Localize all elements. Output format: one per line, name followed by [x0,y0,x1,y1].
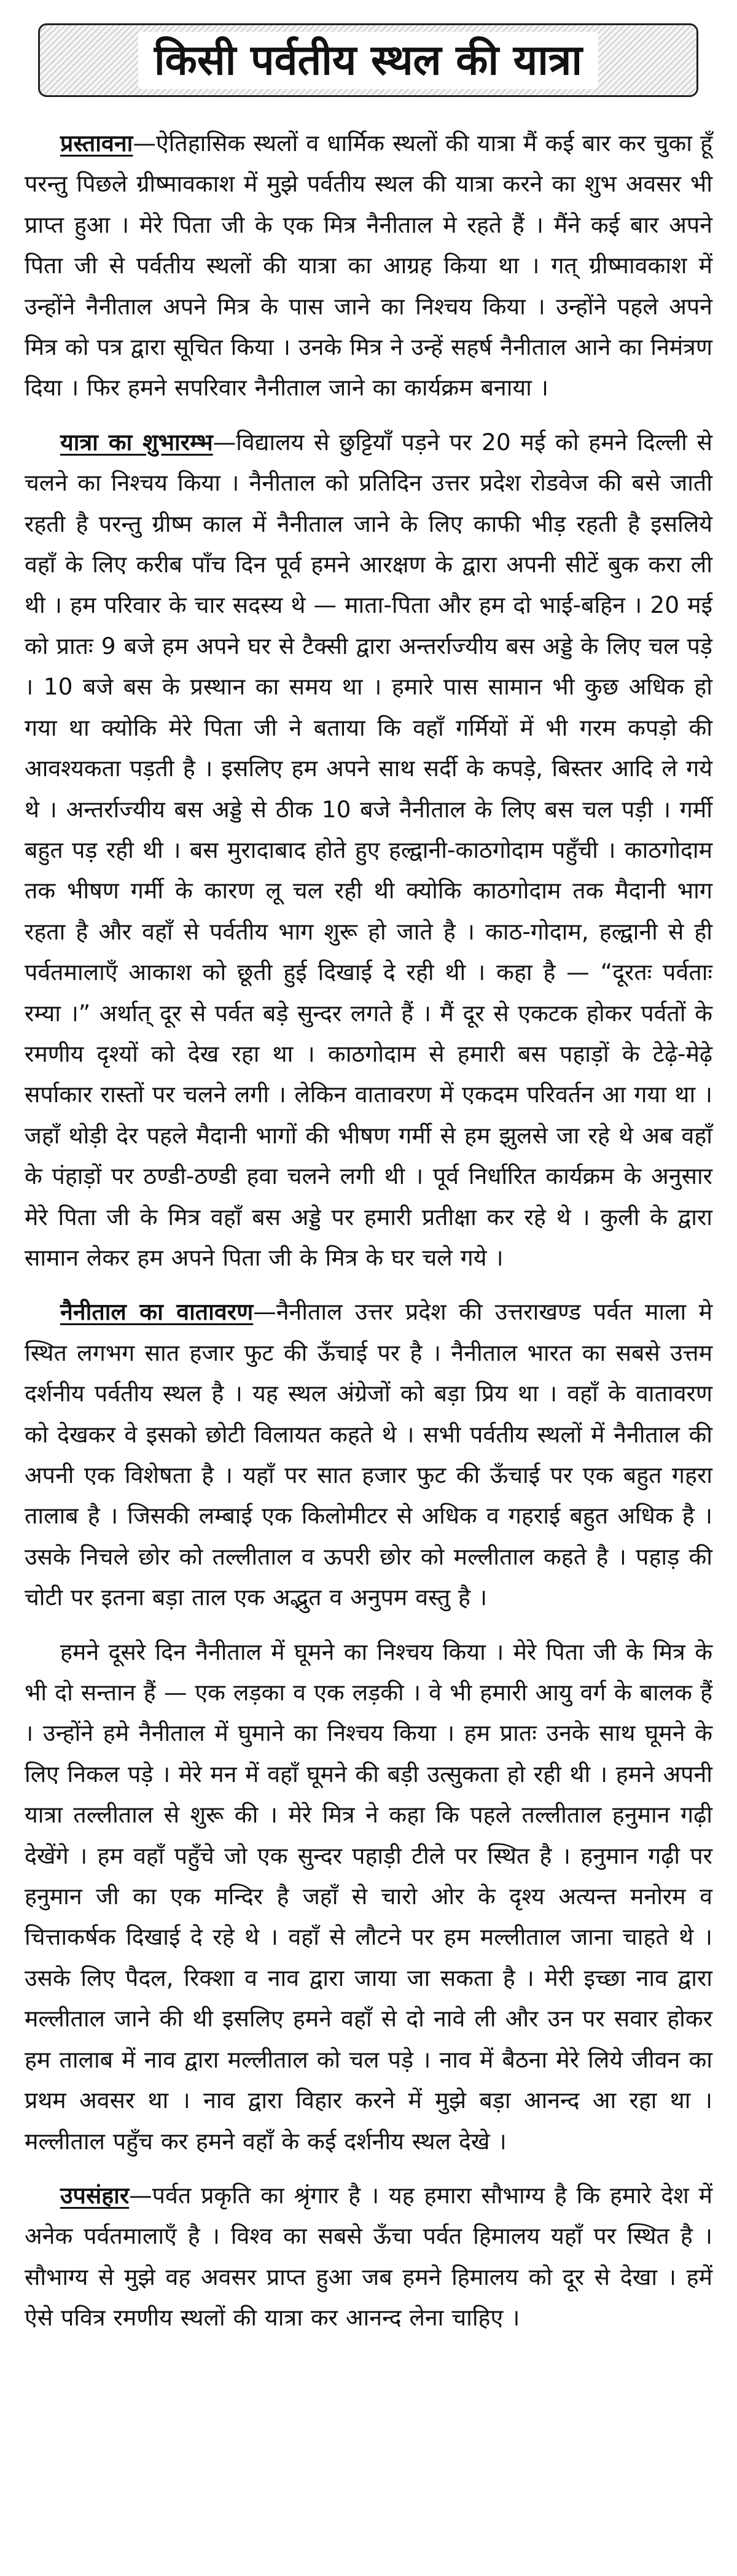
section-heading-journey-start: यात्रा का शुभारम्भ [60,428,213,456]
essay-body [25,123,712,2352]
paragraph-conclusion [25,2175,712,2338]
section-heading-conclusion: उपसंहार [60,2181,130,2209]
page-title: किसी पर्वतीय स्थल की यात्रा [138,32,598,89]
paragraph-text: हमने दूसरे दिन नैनीताल में घूमने का निश्चय किया । मेरे पिता जी के मित्र के भी दो सन्तान हैं — एक लड़का व एक लड़की । वे भी हमारी आयु वर्ग के बालक हैं । उन्होंने हमे नैनीताल में घुमाने का निश्चय किया । हम प्रातः उनके साथ घूमने के लिए निकल पड़े । मेरे मन में वहाँ घूमने की बड़ी उत्सुकता हो रही थी । हमने अपनी यात्रा तल्लीताल से शुरू की । मेरे मित्र ने कहा कि पहले तल्लीताल हनुमान गढ़ी देखेंगे । हम वहाँ पहुँचे जो एक सुन्दर पहाड़ी टीले पर स्थित है । हनुमान गढ़ी पर हनुमान जी का एक मन्दिर है जहाँ से चारो ओर के दृश्य अत्यन्त मनोरम व चित्ताकर्षक दिखाई दे रहे थे । वहाँ से लौटने पर हम मल्लीताल जाना चाहते थे । उसके लिए पैदल, रिक्शा व नाव द्वारा जाया जा सकता है । मेरी इच्छा नाव द्वारा मल्लीताल जाने की थी इसलिए हमने वहाँ से दो नावे ली और उन पर सवार होकर हम तालाब में नाव द्वारा मल्लीताल को चल पड़े । नाव में बैठना मेरे लिये जीवन का प्रथम अवसर था । नाव द्वारा विहार करने में मुझे बड़ा आनन्द आ रहा था । मल्लीताल पहुँच कर हमने वहाँ के कई दर्शनीय स्थल देखे । [25,1638,712,2155]
paragraph-text: —विद्यालय से छुट्टियाँ पड़ने पर 20 मई को हमने दिल्ली से चलने का निश्चय किया । नैनीताल को प्रतिदिन उत्तर प्रदेश रोडवेज की बसे जाती रहती है परन्तु ग्रीष्म काल में नैनीताल जाने के लिए काफी भीड़ रहती है इसलिये वहाँ के लिए करीब पाँच दिन पूर्व हमने आरक्षण के द्वारा अपनी सीटें बुक करा ली थी । हम परिवार के चार सदस्य थे — माता-पिता और हम दो भाई-बहिन । 20 मई को प्रातः 9 बजे हम अपने घर से टैक्सी द्वारा अन्तर्राज्यीय बस अड्डे के लिए चल पड़े । 10 बजे बस के प्रस्थान का समय था । हमारे पास सामान भी कुछ अधिक हो गया था क्योकि मेरे पिता जी ने बताया कि वहाँ गर्मियों में भी गरम कपड़ो की आवश्यकता पड़ती है । इसलिए हम अपने साथ सर्दी के कपड़े, बिस्तर आदि ले गये थे । अन्तर्राज्यीय बस अड्डे से ठीक 10 बजे नैनीताल के लिए बस चल पड़ी । गर्मी बहुत पड़ रही थी । बस मुरादाबाद होते हुए हल्द्वानी-काठगोदाम पहुँची । काठगोदाम तक भीषण गर्मी के कारण लू चल रही थी क्योकि काठगोदाम तक मैदानी भाग रहता है और वहाँ से पर्वतीय भाग शुरू हो जाते है । काठ-गोदाम, हल्द्वानी से ही पर्वतमालाएँ आकाश को छूती हुई दिखाई दे रही थी । कहा है — “दूरतः पर्वताः रम्या ।” अर्थात् दूर से पर्वत बड़े सुन्दर लगते हैं । मैं दूर से एकटक होकर पर्वतों के रमणीय दृश्यों को देख रहा था । काठगोदाम से हमारी बस पहाड़ों के टेढ़े-मेढ़े सर्पाकार रास्तों पर चलने लगी । लेकिन वातावरण में एकदम परिवर्तन आ गया था । जहाँ थोड़ी देर पहले मैदानी भागों की भीषण गर्मी से हम झुलसे जा रहे थे अब वहाँ के पंहाड़ों पर ठण्डी-ठण्डी हवा चलने लगी थी । पूर्व निर्धारित कार्यक्रम के अनुसार मेरे पिता जी के मित्र वहाँ बस अड्डे पर हमारी प्रतीक्षा कर रहे थे । कुली के द्वारा सामान लेकर हम अपने पिता जी के मित्र के घर चले गये । [25,428,712,1271]
paragraph-nainital-environment [25,1291,712,1617]
paragraph-text: —ऐतिहासिक स्थलों व धार्मिक स्थलों की यात्रा मैं कई बार कर चुका हूँ परन्तु पिछले ग्रीष्मावकाश में मुझे पर्वतीय स्थल की यात्रा करने का शुभ अवसर भी प्राप्त हुआ । मेरे पिता जी के एक मित्र नैनीताल मे रहते हैं । मैंने कई बार अपने पिता जी से पर्वतीय स्थलों की यात्रा का आग्रह किया था । गत् ग्रीष्मावकाश में उन्होंने नैनीताल अपने मित्र के पास जाने का निश्चय किया । उन्होंने पहले अपने मित्र को पत्र द्वारा सूचित किया । उनके मित्र ने उन्हें सहर्ष नैनीताल आने का निमंत्रण दिया । फिर हमने सपरिवार नैनीताल जाने का कार्यक्रम बनाया । [25,130,712,402]
title-banner [38,23,698,97]
paragraph-text: —पर्वत प्रकृति का श्रृंगार है । यह हमारा सौभाग्य है कि हमारे देश में अनेक पर्वतमालाएँ है । विश्व का सबसे ऊँचा पर्वत हिमालय यहाँ पर स्थित है । सौभाग्य से मुझे वह अवसर प्राप्त हुआ जब हमने हिमालय को दूर से देखा । हमें ऐसे पवित्र रमणीय स्थलों की यात्रा कर आनन्द लेना चाहिए । [25,2181,712,2332]
paragraph-introduction [25,123,712,408]
paragraph-sightseeing [25,1632,712,2162]
paragraph-text: —नैनीताल उत्तर प्रदेश की उत्तराखण्ड पर्वत माला मे स्थित लगभग सात हजार फुट की ऊँचाई पर है । नैनीताल भारत का सबसे उत्तम दर्शनीय पर्वतीय स्थल है । यह स्थल अंग्रेजों को बड़ा प्रिय था । वहाँ के वातावरण को देखकर वे इसको छोटी विलायत कहते थे । सभी पर्वतीय स्थलों में नैनीताल की अपनी एक विशेषता है । यहाँ पर सात हजार फुट की ऊँचाई पर एक बहुत गहरा तालाब है । जिसकी लम्बाई एक किलोमीटर से अधिक व गहराई बहुत अधिक है । उसके निचले छोर को तल्लीताल व ऊपरी छोर को मल्लीताल कहते है । पहाड़ की चोटी पर इतना बड़ा ताल एक अद्भुत व अनुपम वस्तु है । [25,1298,712,1611]
section-heading-introduction: प्रस्तावना [60,130,133,157]
paragraph-journey-start [25,422,712,1278]
section-heading-nainital-environment: नैनीताल का वातावरण [60,1298,254,1326]
